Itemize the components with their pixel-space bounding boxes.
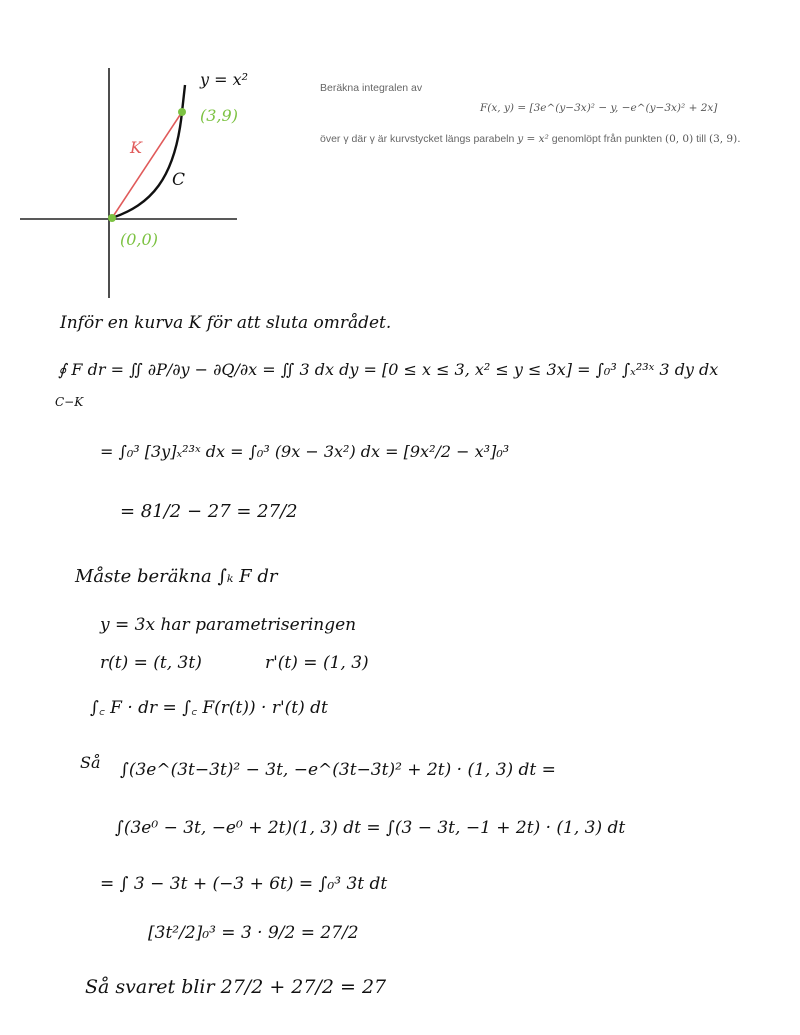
r-prime-of-t: r'(t) = (1, 3) <box>265 653 369 673</box>
line-K <box>112 112 182 218</box>
dot-product-line: = ∫ 3 − 3t + (−3 + 6t) = ∫₀³ 3t dt <box>100 874 388 894</box>
label-C: C <box>172 170 186 190</box>
point-start <box>108 214 116 222</box>
curve-label: y = x² <box>200 70 249 89</box>
r-of-t: r(t) = (t, 3t) <box>100 653 202 673</box>
problem-curve-eq: y = x² <box>517 133 549 145</box>
simplify-line: ∫(3e⁰ − 3t, −e⁰ + 2t)(1, 3) dt = ∫(3 − 3t, −1 + 2t) · (1, 3) dt <box>115 818 626 838</box>
point-start-label: (0,0) <box>120 230 158 249</box>
problem-line1: Beräkna integralen av <box>320 82 423 94</box>
problem-to: (3, 9). <box>708 133 741 145</box>
closed-curve-sub: C−K <box>55 395 84 409</box>
problem-mid: genomlöpt från punkten <box>551 133 663 145</box>
evaluate-line: [3t²/2]₀³ = 3 · 9/2 = 27/2 <box>148 923 359 943</box>
point-end-label: (3,9) <box>200 106 238 125</box>
green-theorem-line: ∮ F dr = ∬ ∂P/∂y − ∂Q/∂x = ∬ 3 dx dy = [0 ≤ x ≤ 3, x² ≤ y ≤ 3x] = ∫₀³ ∫ₓ²³ˣ 3 dy dx <box>58 360 719 379</box>
intro-line: Inför en kurva K för att sluta området. <box>60 313 392 333</box>
final-answer: Så svaret blir 27/2 + 27/2 = 27 <box>85 976 387 998</box>
point-end <box>178 108 186 116</box>
line-integral-def: ∫꜀ F · dr = ∫꜀ F(r(t)) · r'(t) dt <box>90 698 328 718</box>
problem-line3 <box>320 133 741 145</box>
problem-text: över γ där γ är kurvstycket längs parabeln <box>320 133 515 145</box>
area-result-line: = 81/2 − 27 = 27/2 <box>120 501 298 522</box>
curve-C <box>112 85 185 218</box>
sa-label: Så <box>80 753 101 772</box>
problem-formula: F(x, y) = [3e^(y−3x)² − y, −e^(y−3x)² + 2x] <box>480 102 718 114</box>
param-intro-line: y = 3x har parametriseringen <box>100 615 357 635</box>
problem-from: (0, 0) <box>664 133 694 145</box>
label-K: K <box>130 138 142 157</box>
curve-sketch <box>15 60 275 300</box>
substitution-line: ∫(3e^(3t−3t)² − 3t, −e^(3t−3t)² + 2t) · (1, 3) dt = <box>120 760 556 780</box>
problem-to-word: till <box>696 133 707 145</box>
integration-line: = ∫₀³ [3y]ₓ²³ˣ dx = ∫₀³ (9x − 3x²) dx = [9x²/2 − x³]₀³ <box>100 442 510 461</box>
must-compute-line: Måste beräkna ∫ₖ F dr <box>75 566 278 587</box>
